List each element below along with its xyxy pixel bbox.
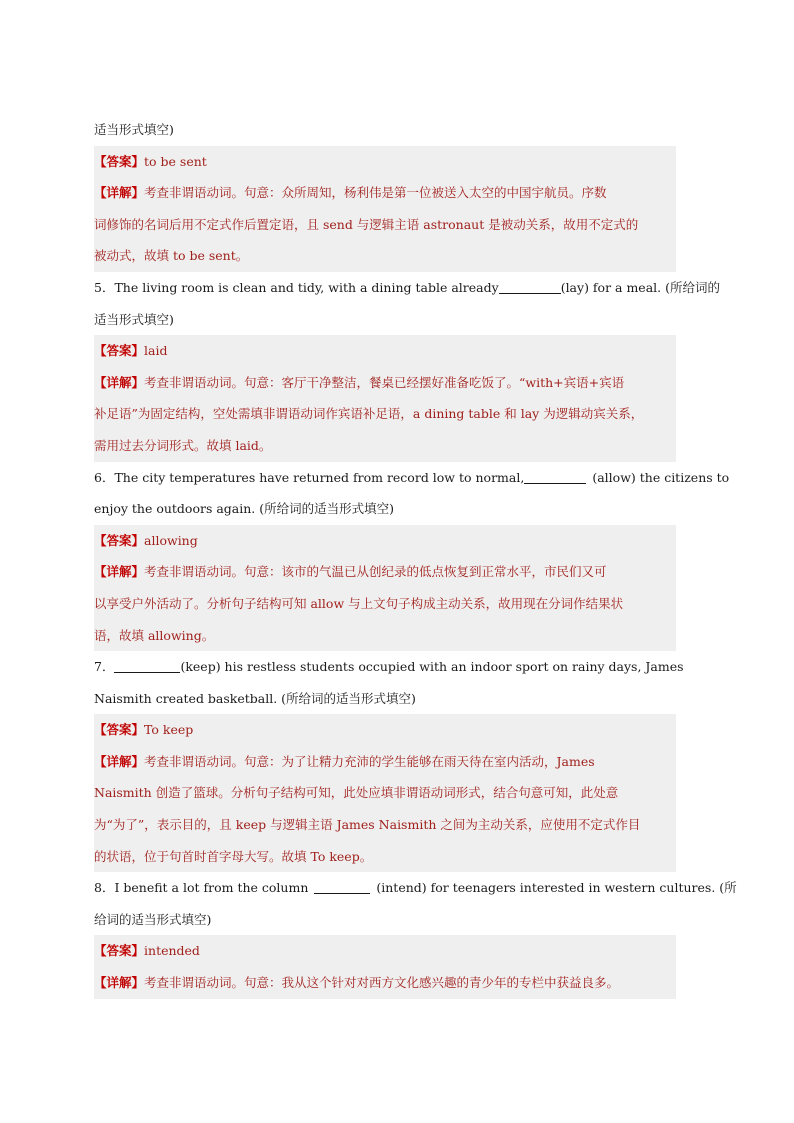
answer-tag: 【答案】 bbox=[94, 532, 145, 548]
q4-tail: 适当形式填空) bbox=[94, 122, 174, 137]
q8-blank[interactable] bbox=[314, 879, 370, 894]
q7-stem-line2: Naismith created basketball. (所给词的适当形式填空) bbox=[94, 690, 416, 706]
q8-detail-line: 【详解】考查非谓语动词。句意：我从这个针对对西方文化感兴趣的青少年的专栏中获益良多。 bbox=[94, 975, 620, 991]
q4-detail-line: 【详解】考查非谓语动词。句意：众所周知，杨利伟是第一位被送入太空的中国宇航员。序数 bbox=[94, 185, 607, 201]
worksheet-page bbox=[94, 114, 737, 999]
q6-blank[interactable] bbox=[524, 469, 586, 484]
q4-answer bbox=[94, 146, 676, 178]
q6-solution-block bbox=[94, 525, 676, 651]
q8-answer-text: intended bbox=[144, 943, 200, 959]
q7-answer bbox=[94, 714, 676, 746]
q7-number: 7． bbox=[94, 659, 115, 675]
q5-solution-block bbox=[94, 335, 676, 461]
q5-stem: 5．The living room is clean and tidy, with a dining table already (lay) for a meal. (所给词的 bbox=[94, 272, 676, 304]
q7-detail-line: Naismith 创造了篮球。分析句子结构可知，此处应填非谓语动词形式，结合句意可知，此处意 bbox=[94, 785, 619, 801]
q5-answer bbox=[94, 335, 676, 367]
q4-detail-line: 被动式，故填 to be sent。 bbox=[94, 248, 249, 264]
q7-answer-text: To keep bbox=[144, 722, 194, 738]
q5-detail-line: 补足语”为固定结构，空处需填非谓语动词作宾语补足语，a dining table 和 lay 为逻辑动宾关系， bbox=[94, 406, 644, 422]
q8-number: 8． bbox=[94, 880, 115, 896]
detail-tag: 【详解】 bbox=[94, 975, 145, 991]
answer-tag: 【答案】 bbox=[94, 722, 145, 738]
q5-stem-line2: 适当形式填空) bbox=[94, 311, 174, 327]
answer-tag: 【答案】 bbox=[94, 343, 145, 359]
detail-tag: 【详解】 bbox=[94, 564, 145, 580]
q6-stem: 6．The city temperatures have returned from record low to normal, (allow) the citizens to bbox=[94, 462, 676, 494]
q6-answer bbox=[94, 525, 676, 557]
q6-answer-text: allowing bbox=[144, 532, 198, 548]
q8-answer bbox=[94, 935, 676, 967]
answer-tag: 【答案】 bbox=[94, 153, 145, 169]
q8-solution-block bbox=[94, 935, 676, 998]
q8-stem: 8．I benefit a lot from the column (intend) for teenagers interested in western cultures. (所 bbox=[94, 872, 676, 904]
answer-tag: 【答案】 bbox=[94, 943, 145, 959]
q8-stem-line2: 给词的适当形式填空) bbox=[94, 911, 212, 927]
q7-detail-line: 的状语，位于句首时首字母大写。故填 To keep。 bbox=[94, 848, 373, 864]
q4-answer-text: to be sent bbox=[144, 153, 207, 169]
q5-detail-line: 【详解】考查非谓语动词。句意：客厅干净整洁，餐桌已经摆好准备吃饭了。“with+宾语+宾语 bbox=[94, 374, 625, 390]
q7-blank[interactable] bbox=[114, 658, 180, 673]
q6-stem-line2: enjoy the outdoors again. (所给词的适当形式填空) bbox=[94, 501, 395, 517]
q6-detail-line: 语，故填 allowing。 bbox=[94, 627, 215, 643]
detail-tag: 【详解】 bbox=[94, 374, 145, 390]
detail-tag: 【详解】 bbox=[94, 185, 145, 201]
q7-solution-block bbox=[94, 714, 676, 872]
q7-detail-line: 为“为了”，表示目的，且 keep 与逻辑主语 James Naismith 之间为主动关系，应使用不定式作目 bbox=[94, 817, 641, 833]
q7-stem: 7． (keep) his restless students occupied with an indoor sport on rainy days, James bbox=[94, 651, 676, 683]
q6-detail-line: 【详解】考查非谓语动词。句意：该市的气温已从创纪录的低点恢复到正常水平，市民们又可 bbox=[94, 564, 607, 580]
detail-tag: 【详解】 bbox=[94, 753, 145, 769]
q5-answer-text: laid bbox=[144, 343, 168, 359]
q6-number: 6． bbox=[94, 469, 115, 485]
q7-detail-line: 【详解】考查非谓语动词。句意：为了让精力充沛的学生能够在雨天待在室内活动，James bbox=[94, 753, 595, 769]
q4-detail-line: 词修饰的名词后用不定式作后置定语，且 send 与逻辑主语 astronaut 是被动关系，故用不定式的 bbox=[94, 216, 639, 232]
q6-detail-line: 以享受户外活动了。分析句子结构可知 allow 与上文句子构成主动关系，故用现在分词作结果状 bbox=[94, 595, 624, 611]
q5-number: 5． bbox=[94, 279, 115, 295]
q4-solution-block bbox=[94, 146, 676, 272]
q5-detail-line: 需用过去分词形式。故填 laid。 bbox=[94, 437, 272, 453]
q5-blank[interactable] bbox=[499, 279, 561, 294]
